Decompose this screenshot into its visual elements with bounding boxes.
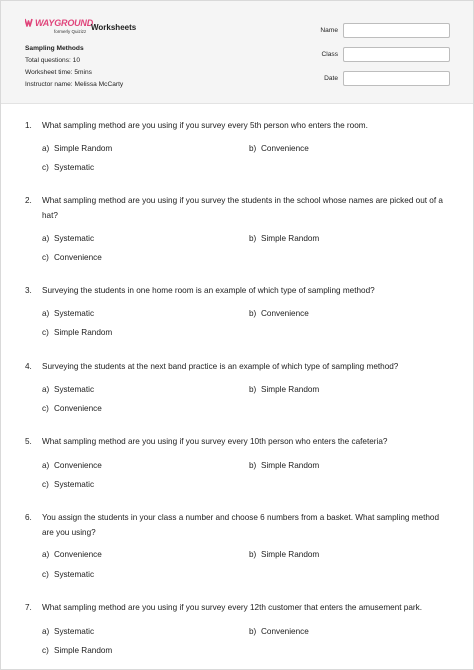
option-letter: c) (42, 646, 49, 655)
option-letter: a) (42, 461, 50, 470)
option-letter: a) (42, 144, 50, 153)
question-number: 6. (25, 513, 32, 522)
option-letter: a) (42, 234, 50, 243)
option-a[interactable] (42, 385, 94, 394)
option-text: Simple Random (54, 144, 113, 153)
option-letter: b) (249, 144, 257, 153)
option-b[interactable] (249, 234, 319, 243)
option-text: Systematic (54, 627, 95, 636)
option-a[interactable] (42, 144, 112, 153)
option-c[interactable] (42, 480, 94, 489)
class-label: Class (321, 51, 338, 58)
option-letter: b) (249, 550, 257, 559)
worksheet-header (1, 1, 473, 104)
option-text: Convenience (54, 253, 102, 262)
option-letter: b) (249, 309, 257, 318)
option-a[interactable] (42, 309, 94, 318)
option-text: Convenience (261, 309, 309, 318)
option-a[interactable] (42, 461, 102, 470)
option-text: Systematic (54, 385, 95, 394)
option-b[interactable] (249, 461, 319, 470)
option-text: Simple Random (261, 550, 320, 559)
brand-logo-subtitle: formerly Quizizz (54, 29, 87, 34)
date-field[interactable] (343, 71, 450, 86)
question-text: What sampling method are you using if you survey every 5th person who enters the room. (42, 121, 368, 130)
option-letter: c) (42, 163, 49, 172)
option-c[interactable] (42, 328, 112, 337)
option-letter: c) (42, 328, 49, 337)
instructor-name: Instructor name: Melissa McCarty (25, 81, 124, 88)
option-text: Convenience (261, 627, 309, 636)
option-a[interactable] (42, 627, 94, 636)
option-c[interactable] (42, 253, 102, 262)
option-b[interactable] (249, 144, 309, 153)
question-text: What sampling method are you using if you survey every 10th person who enters the cafeteria? (42, 437, 388, 446)
question-text: What sampling method are you using if you survey every 12th customer that enters the amusement park. (42, 603, 422, 612)
class-field[interactable] (343, 47, 450, 62)
question-number: 3. (25, 286, 32, 295)
option-letter: c) (42, 480, 49, 489)
question-text: What sampling method are you using if you survey the students in the school whose names are picked out of a hat? (42, 196, 443, 220)
option-b[interactable] (249, 385, 319, 394)
option-b[interactable] (249, 550, 319, 559)
name-label: Name (320, 27, 338, 34)
option-text: Convenience (54, 404, 102, 413)
question-text: You assign the students in your class a number and choose 6 numbers from a basket. What sampling method are you using? (42, 513, 440, 537)
question-number: 5. (25, 437, 32, 446)
option-letter: b) (249, 627, 257, 636)
total-questions: Total questions: 10 (25, 57, 80, 64)
option-b[interactable] (249, 627, 309, 636)
option-text: Systematic (54, 309, 95, 318)
option-text: Convenience (54, 461, 102, 470)
name-field[interactable] (343, 23, 450, 38)
option-letter: c) (42, 570, 49, 579)
option-text: Convenience (261, 144, 309, 153)
option-text: Convenience (54, 550, 102, 559)
worksheets-label: Worksheets (91, 23, 137, 32)
option-c[interactable] (42, 570, 94, 579)
option-text: Systematic (54, 163, 95, 172)
option-text: Systematic (54, 570, 95, 579)
option-c[interactable] (42, 163, 94, 172)
option-a[interactable] (42, 234, 94, 243)
worksheet-time: Worksheet time: 5mins (25, 69, 92, 76)
question-text: Surveying the students at the next band practice is an example of which type of sampling method? (42, 362, 399, 371)
date-label: Date (324, 75, 338, 82)
option-letter: c) (42, 404, 49, 413)
option-letter: a) (42, 309, 50, 318)
option-letter: b) (249, 234, 257, 243)
option-text: Simple Random (261, 461, 320, 470)
question-text: Surveying the students in one home room is an example of which type of sampling method? (42, 286, 375, 295)
option-letter: b) (249, 385, 257, 394)
option-letter: b) (249, 461, 257, 470)
option-letter: a) (42, 385, 50, 394)
question-number: 1. (25, 121, 32, 130)
question-number: 2. (25, 196, 32, 205)
option-text: Simple Random (261, 385, 320, 394)
option-a[interactable] (42, 550, 102, 559)
option-c[interactable] (42, 404, 102, 413)
option-c[interactable] (42, 646, 112, 655)
worksheet-title: Sampling Methods (25, 45, 84, 52)
option-text: Systematic (54, 480, 95, 489)
option-letter: c) (42, 253, 49, 262)
option-b[interactable] (249, 309, 309, 318)
wayground-logo-icon (25, 18, 34, 27)
option-text: Simple Random (54, 328, 113, 337)
option-text: Simple Random (261, 234, 320, 243)
question-number: 7. (25, 603, 32, 612)
option-letter: a) (42, 550, 50, 559)
option-text: Systematic (54, 234, 95, 243)
option-text: Simple Random (54, 646, 113, 655)
option-letter: a) (42, 627, 50, 636)
brand-logo (25, 18, 94, 35)
question-number: 4. (25, 362, 32, 371)
brand-logo-text: WAYGROUND (35, 18, 94, 28)
